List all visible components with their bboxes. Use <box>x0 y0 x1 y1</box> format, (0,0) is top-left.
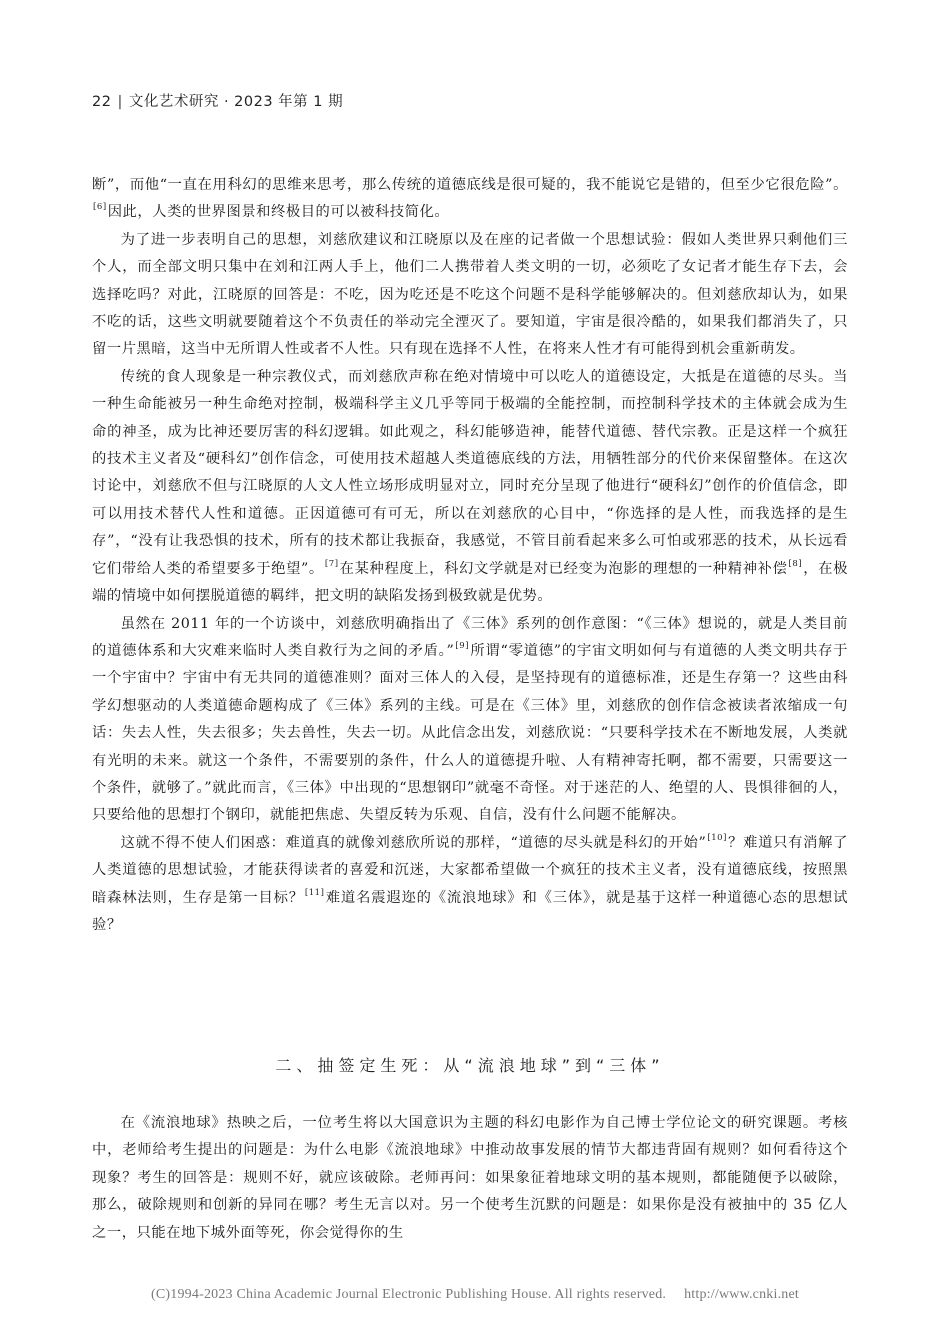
header-separator: | <box>117 94 123 110</box>
citation-ref[interactable]: [9] <box>455 640 470 651</box>
citation-ref[interactable]: [8] <box>788 558 803 569</box>
copyright-text: (C)1994-2023 China Academic Journal Electronic Publishing House. All rights reserved. <box>151 1287 667 1302</box>
text-run: ？难道只有消解了人类道德的思想试验，才能获得读者的喜爱和沉迷，大家都希望做一个疯狂的技术主义者，没有道德底线，按照黑暗森林法则，生存是第一目标？ <box>92 834 848 906</box>
text-run: 在某种程度上，科幻文学就是对已经变为泡影的理想的一种精神补偿 <box>339 560 788 577</box>
paragraph <box>92 172 848 227</box>
citation-ref[interactable]: [10] <box>707 832 728 843</box>
text-run: 这就不得不使人们困惑：难道真的就像刘慈欣所说的那样，“道德的尽头就是科幻的开始” <box>120 834 707 851</box>
journal-name: 文化艺术研究 · 2023 年第 1 期 <box>128 94 344 110</box>
text-run: 因此，人类的世界图景和终极目的可以被科技简化。 <box>107 204 450 221</box>
section-heading: 二、抽签定生死：从“流浪地球”到“三体” <box>275 1056 665 1075</box>
article-body <box>92 172 848 939</box>
paragraph <box>92 830 848 940</box>
text-run: ，在极端的情境中如何摆脱道德的羁绊，把文明的缺陷发扬到极致就是优势。 <box>92 560 849 605</box>
paragraph: 在《流浪地球》热映之后，一位考生将以大国意识为主题的科幻电影作为自己博士学位论文的研究课题。考核中，老师给考生提出的问题是：为什么电影《流浪地球》中推动故事发展的情节大都违背固有规则？如何看待这个现象？考生的回答是：规则不好，就应该破除。老师再问：如果象征着地球文明的基本规则，都能随便予以破除，那么，破除规则和创新的异同在哪？考生无言以对。另一个使考生沉默的问题是：如果你是没有被抽中的 35 亿人之一，只能在地下城外面等死，你会觉得你的生 <box>92 1115 848 1241</box>
text-run: 所谓“零道德”的宇宙文明如何与有道德的人类文明共存于一个宇宙中？宇宙中有无共同的道德准则？面对三体人的入侵，是坚持现有的道德标准，还是生存第一？这些由科学幻想驱动的人类道德命题构成了《三体》系列的主线。可是在《三体》里，刘慈欣的创作信念被读者浓缩成一句话：失去人性，失去很多；失去兽性，失去一切。从此信念出发，刘慈欣说：“只要科学技术在不断地发展，人类就有光明的未来。就这一个条件，不需要别的条件，什么人的道德提升啦、人有精神寄托啊，都不需要，只需要这一个条件，就够了。”就此而言，《三体》中出现的“思想钢印”就毫不奇怪。对于迷茫的人、绝望的人、畏惧徘徊的人，只要给他的思想打个钢印，就能把焦虑、失望反转为乐观、自信，没有什么问题不能解决。 <box>92 642 848 824</box>
text-run: 传统的食人现象是一种宗教仪式，而刘慈欣声称在绝对情境中可以吃人的道德设定，大抵是在道德的尽头。当一种生命能被另一种生命绝对控制，极端科学主义几乎等同于极端的全能控制，而控制科学技术的主体就会成为生命的神圣，成为比神还要厉害的科幻逻辑。如此观之，科幻能够造神，能替代道德、替代宗教。正是这样一个疯狂的技术主义者及“硬科幻”创作信念，可使用技术超越人类道德底线的方法，用牺牲部分的代价来保留整体。在这次讨论中，刘慈欣不但与江晓原的人文人性立场形成明显对立，同时充分呈现了他进行“硬科幻”创作的价值信念，即可以用技术替代人性和道德。正因道德可有可无，所以在刘慈欣的心目中，“你选择的是人性，而我选择的是生存”，“没有让我恐惧的技术，所有的技术都让我振奋，我感觉，不管目前看起来多么可怕或邪恶的技术，从长远看它们带给人类的希望要多于绝望”。 <box>92 368 848 577</box>
text-run: 断”，而他“一直在用科幻的思维来思考，那么传统的道德底线是很可疑的，我不能说它是错的，但至少它很危险”。 <box>92 177 848 193</box>
text-run: 难道名震遐迩的《流浪地球》和《三体》，就是基于这样一种道德心态的思想试验？ <box>92 889 848 933</box>
article-body-continued <box>92 1110 848 1247</box>
cnki-link[interactable]: http://www.cnki.net <box>684 1287 799 1302</box>
page-number: 22 <box>92 94 112 110</box>
paragraph <box>92 364 848 611</box>
running-header <box>92 90 343 111</box>
paragraph <box>92 227 848 364</box>
citation-ref[interactable]: [11] <box>304 887 325 898</box>
copyright-footer <box>0 1287 950 1303</box>
paragraph <box>92 611 848 830</box>
citation-ref[interactable]: [6] <box>93 202 107 213</box>
text-run: 为了进一步表明自己的思想，刘慈欣建议和江晓原以及在座的记者做一个思想试验：假如人类世界只剩他们三个人，而全部文明只集中在刘和江两人手上，他们二人携带着人类文明的一切，必须吃了女记者才能生存下去，会选择吃吗？对此，江晓原的回答是：不吃，因为吃还是不吃这个问题不是科学能够解决的。但刘慈欣却认为，如果不吃的话，这些文明就要随着这个不负责任的举动完全湮灭了。要知道，宇宙是很冷酷的，如果我们都消失了，只留一片黑暗，这当中无所谓人性或者不人性。只有现在选择不人性，在将来人性才有可能得到机会重新萌发。 <box>92 231 848 358</box>
text-run: 虽然在 2011 年的一个访谈中，刘慈欣明确指出了《三体》系列的创作意图：“《三体》想说的，就是人类目前的道德体系和大灾难来临时人类自救行为之间的矛盾。” <box>92 615 848 659</box>
citation-ref[interactable]: [7] <box>324 558 339 569</box>
